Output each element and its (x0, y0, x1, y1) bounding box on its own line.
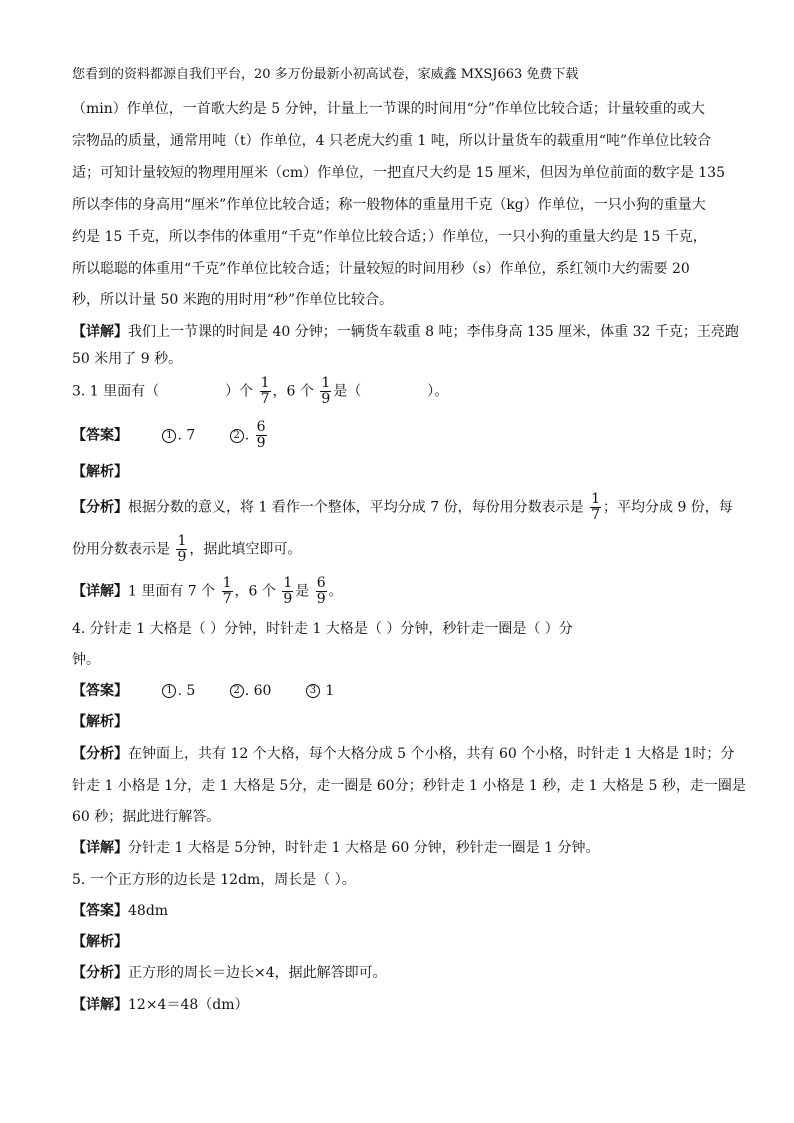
fraction: $\frac{1}{9}$ (321, 375, 331, 407)
question-5: 5. 一个正方形的边长是 12dm，周长是（ ）。 (72, 872, 356, 888)
paragraph-line: 适；可知计量较短的物理用厘米（cm）作单位，一把直尺大约是 15 厘米，但因为单位前面的数字是 135 (72, 165, 726, 181)
analysis-tag: 【解析】 (72, 464, 128, 480)
analysis-tag: 【解析】 (72, 934, 128, 950)
paragraph-line: 秒，所以计量 50 米跑的用时用“秒”作单位比较合。 (72, 292, 394, 308)
analysis-4-line-3: 60 秒；据此进行解答。 (72, 809, 221, 825)
detail-5: 【详解】12×4＝48（dm） (72, 997, 249, 1013)
paragraph-line: （min）作单位，一首歌大约是 5 分钟，计量上一节课的时间用“分”作单位比较合适；计量较重的或大 (72, 101, 705, 117)
fraction: $\frac{1}{7}$ (591, 491, 600, 523)
analysis-tag: 【解析】 (72, 714, 128, 730)
question-3: 3. 1 里面有（ ）个 $\frac{1}{7}$ ，6 个 $\frac{1}{9}$ 是（ ）。 (72, 375, 449, 407)
detail-text: 我们上一节课的时间是 40 分钟；一辆货车载重 8 吨；李伟身高 135 厘米，体重 32 千克；王亮跑 (128, 324, 739, 340)
fraction: $\frac{6}{9}$ (316, 575, 326, 607)
paragraph-line: 约是 15 千克，所以李伟的体重用“千克”作单位比较合适；）作单位，一只小狗的重量大约是 15 千克， (72, 229, 707, 245)
detail-3: 【详解】1 里面有 7 个 $\frac{1}{7}$ ，6 个 $\frac{1}{9}$ 是 $\frac{6}{9}$ 。 (72, 575, 343, 607)
circled-number: 1 (162, 684, 176, 698)
circled-number: 2 (230, 684, 244, 698)
circled-number: 2 (230, 429, 244, 443)
detail-line-2: 50 米用了 9 秒。 (72, 351, 183, 367)
detail-tag: 【详解】 (72, 324, 128, 340)
paragraph-line: 宗物品的质量，通常用吨（t）作单位，4 只老虎大约重 1 吨，所以计量货车的载重用“吨”作单位比较合 (72, 133, 712, 149)
question-4: 4. 分针走 1 大格是（ ）分钟，时针走 1 大格是（ ）分钟，秒针走一圈是（ ）分 (72, 621, 573, 637)
paragraph-line: 所以聪聪的体重用“千克”作单位比较合适；计量较短的时间用秒（s）作单位，系红领巾大约需要 20 (72, 261, 690, 277)
circled-number: 1 (162, 429, 176, 443)
fraction: $\frac{6}{9}$ (256, 419, 266, 451)
answer-5: 【答案】48dm (72, 903, 169, 919)
fraction: $\frac{1}{9}$ (177, 533, 187, 565)
analysis-3: 【分析】根据分数的意义，将 1 看作一个整体，平均分成 7 份，每份用分数表示是 $\frac{1}{7}$ ；平均分成 9 份，每 (72, 491, 733, 523)
analysis-5: 【分析】正方形的周长＝边长×4，据此解答即可。 (72, 965, 387, 981)
page-header: 您看到的资料都源自我们平台，20 多万份最新小初高试卷，家威鑫 MXSJ663 免费下载 (72, 67, 579, 82)
detail-line (72, 323, 739, 341)
fraction: $\frac{1}{9}$ (283, 575, 293, 607)
answer-4: 【答案】 1 . 5 2 . 60 3 1 (72, 683, 335, 699)
answer-3: 【答案】 1 . 7 2 . $\frac{6}{9}$ (72, 419, 266, 451)
fraction: $\frac{1}{7}$ (222, 575, 232, 607)
fraction: $\frac{1}{7}$ (260, 375, 270, 407)
paragraph-line: 所以李伟的身高用“厘米”作单位比较合适；称一般物体的重量用千克（kg）作单位，一只小狗的重量大 (72, 197, 706, 213)
analysis-3-line-2: 份用分数表示是 $\frac{1}{9}$ ，据此填空即可。 (72, 533, 302, 565)
circled-number: 3 (306, 684, 320, 698)
detail-4: 【详解】分针走 1 大格是 5分钟，时针走 1 大格是 60 分钟，秒针走一圈是 1 分钟。 (72, 840, 600, 856)
question-4-line-2: 钟。 (72, 652, 100, 668)
analysis-4-line-2: 针走 1 小格是 1分，走 1 大格是 5分，走一圈是 60分；秒针走 1 小格是 1 秒，走 1 大格是 5 秒，走一圈是 (72, 778, 746, 794)
analysis-4: 【分析】在钟面上，共有 12 个大格，每个大格分成 5 个小格，共有 60 个小格，时针走 1 大格是 1时；分 (72, 746, 735, 762)
